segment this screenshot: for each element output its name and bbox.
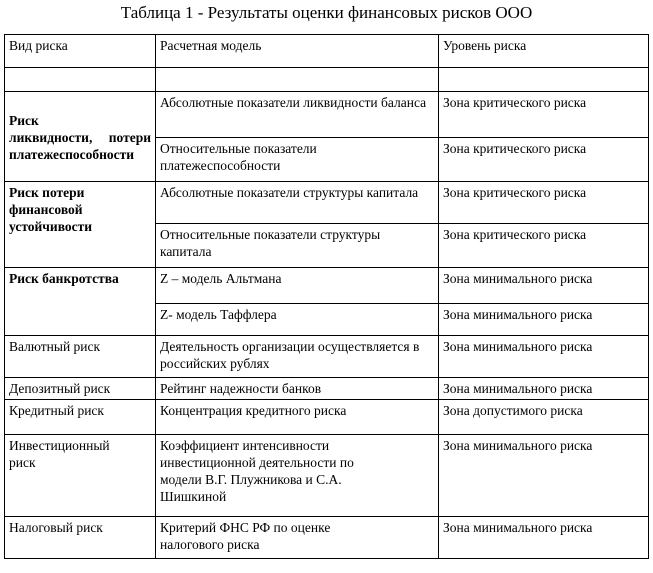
- risk-name-cell: Инвестиционный риск: [5, 435, 156, 517]
- model-cell: Z- модель Таффлера: [156, 304, 439, 336]
- table-row: [5, 435, 649, 517]
- risk-name-liquidity: [5, 92, 156, 182]
- header-model: Расчетная модель: [156, 35, 439, 68]
- risk-name-line: ликвидности, потери: [9, 130, 151, 145]
- level-cell: Зона критического риска: [439, 138, 649, 182]
- level-cell: Зона критического риска: [439, 224, 649, 268]
- level-cell: Зона допустимого риска: [439, 400, 649, 435]
- model-cell: Рейтинг надежности банков: [156, 378, 439, 400]
- model-cell: Относительные показатели структуры капитала: [156, 224, 439, 268]
- level-cell: Зона минимального риска: [439, 336, 649, 378]
- table-header-row: [5, 35, 649, 68]
- empty-row: [5, 68, 649, 92]
- table-row: [5, 378, 649, 400]
- header-level: Уровень риска: [439, 35, 649, 68]
- model-cell: Абсолютные показатели ликвидности баланса: [156, 92, 439, 138]
- table-row: [5, 517, 649, 559]
- empty-cell: [439, 68, 649, 92]
- table-row: [5, 182, 649, 224]
- empty-cell: [156, 68, 439, 92]
- model-cell: Z – модель Альтмана: [156, 268, 439, 304]
- table-row: [5, 400, 649, 435]
- table-title: Таблица 1 - Результаты оценки финансовых рисков ООО: [120, 3, 533, 22]
- model-cell: Абсолютные показатели структуры капитала: [156, 182, 439, 224]
- level-cell: Зона минимального риска: [439, 304, 649, 336]
- risk-name-line: Риск: [9, 113, 39, 128]
- header-risk-type: Вид риска: [5, 35, 156, 68]
- level-cell: Зона критического риска: [439, 92, 649, 138]
- risk-name-cell: Кредитный риск: [5, 400, 156, 435]
- level-cell: Зона минимального риска: [439, 268, 649, 304]
- level-cell: Зона критического риска: [439, 182, 649, 224]
- risk-table: [4, 34, 649, 559]
- table-row: [5, 268, 649, 304]
- model-cell: Концентрация кредитного риска: [156, 400, 439, 435]
- risk-name-stability: Риск потери финансовой устойчивости: [5, 182, 156, 268]
- model-cell: Относительные показатели платежеспособности: [156, 138, 439, 182]
- risk-name-cell: Налоговый риск: [5, 517, 156, 559]
- model-cell: Деятельность организации осуществляется в российских рублях: [156, 336, 439, 378]
- risk-name-line: платежеспособности: [9, 147, 135, 162]
- level-cell: Зона минимального риска: [439, 517, 649, 559]
- level-cell: Зона минимального риска: [439, 435, 649, 517]
- model-cell: Коэффициент интенсивности инвестиционной деятельности по модели В.Г. Плужникова и С.А. Шишкиной: [156, 435, 439, 517]
- model-cell: Критерий ФНС РФ по оценке налогового риска: [156, 517, 439, 559]
- risk-name-cell: Валютный риск: [5, 336, 156, 378]
- level-cell: Зона минимального риска: [439, 378, 649, 400]
- empty-cell: [5, 68, 156, 92]
- table-row: [5, 92, 649, 138]
- table-row: [5, 336, 649, 378]
- risk-name-cell: Депозитный риск: [5, 378, 156, 400]
- risk-name-bankruptcy: Риск банкротства: [5, 268, 156, 336]
